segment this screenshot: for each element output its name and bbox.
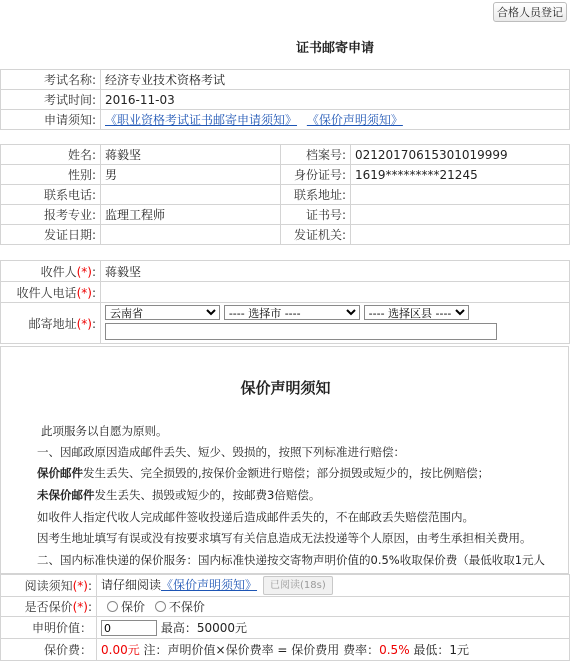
person-name-label: 姓名:	[1, 145, 101, 165]
mail-application-notice-link[interactable]: 《职业资格考试证书邮寄申请须知》	[105, 113, 298, 127]
major-label: 报考专业:	[1, 205, 101, 225]
apply-notice-label: 申请须知:	[1, 110, 101, 130]
notice-line-5: 如收件人指定代收人完成邮件签收投递后造成邮件丢失的，不在邮政丢失赔偿范围内。	[37, 510, 474, 524]
notice-line-4	[37, 487, 320, 503]
certificate-number-value	[351, 205, 570, 225]
certificate-number-label: 证书号:	[281, 205, 351, 225]
insurance-notice-link[interactable]: 《保价声明须知》	[306, 113, 403, 127]
insurance-notice-panel	[0, 346, 569, 574]
notice-insured-text: 发生丢失、完全损毁的,按保价金额进行赔偿；部分损毁或短少的，按比例赔偿；	[83, 466, 490, 480]
file-number-label: 档案号:	[281, 145, 351, 165]
address-detail-input[interactable]	[105, 323, 497, 340]
contact-address-value	[351, 185, 570, 205]
id-number-label: 身份证号:	[281, 165, 351, 185]
declared-value-max: 最高：50000元	[160, 620, 248, 635]
issue-date-label: 发证日期:	[1, 225, 101, 245]
required-mark: (*)	[72, 600, 88, 614]
label-colon: :	[87, 600, 92, 614]
already-read-button[interactable]: 已阅读(18s)	[263, 576, 333, 595]
required-mark: (*)	[76, 316, 92, 331]
declared-value-label: 申明价值：	[1, 617, 97, 639]
province-select[interactable]	[105, 305, 220, 320]
exam-time-value: 2016-11-03	[101, 90, 570, 110]
issuing-authority-label: 发证机关:	[281, 225, 351, 245]
notice-line-6: 因考生地址填写有误或没有按要求填写有关信息造成无法投递等个人原因，由考生承担相关费用。	[37, 531, 532, 545]
read-notice-label	[1, 575, 97, 597]
insurance-fee-value: 0.00元	[101, 643, 140, 657]
read-notice-cell	[97, 575, 570, 597]
recipient-phone-cell[interactable]	[101, 282, 570, 303]
recipient-name-value: 蒋毅坚	[101, 261, 570, 282]
declared-value-input[interactable]	[101, 620, 157, 636]
label-colon: :	[91, 285, 96, 300]
contact-phone-label: 联系电话:	[1, 185, 101, 205]
city-select[interactable]	[224, 305, 360, 320]
gender-value: 男	[101, 165, 281, 185]
mail-address-cell	[101, 303, 570, 344]
issue-date-value	[101, 225, 281, 245]
exam-name-label: 考试名称:	[1, 70, 101, 90]
insurance-fee-rate: 0.5%	[379, 643, 410, 657]
qualified-person-register-button[interactable]: 合格人员登记	[493, 2, 567, 22]
contact-phone-value	[101, 185, 281, 205]
mail-address-label	[1, 303, 101, 344]
recipient-table	[0, 260, 570, 344]
required-mark: (*)	[72, 579, 88, 593]
insure-choice-cell	[97, 597, 570, 617]
file-number-value: 02120170615301019999	[351, 145, 570, 165]
insurance-notice-title: 保价声明须知	[240, 379, 331, 397]
id-number-value: 1619*********21245	[351, 165, 570, 185]
page-title: 证书邮寄申请	[295, 41, 374, 56]
insure-yes-radio[interactable]	[107, 601, 118, 612]
insure-no-radio[interactable]	[155, 601, 166, 612]
read-insurance-notice-link[interactable]: 《保价声明须知》	[161, 578, 258, 592]
recipient-name-label	[1, 261, 101, 282]
insure-choice-label	[1, 597, 97, 617]
insurance-fee-note: 注：声明价值×保价费率 = 保价费用 费率：	[139, 643, 380, 657]
gender-label: 性别:	[1, 165, 101, 185]
required-mark: (*)	[76, 264, 92, 279]
read-notice-prefix: 请仔细阅读	[101, 578, 162, 592]
recipient-name-label-text: 收件人	[40, 264, 77, 279]
insurance-fee-minimum: 最低：1元	[409, 643, 470, 657]
district-select[interactable]	[364, 305, 469, 320]
mail-address-label-text: 邮寄地址	[28, 316, 77, 331]
exam-time-label: 考试时间:	[1, 90, 101, 110]
recipient-phone-label-text: 收件人电话	[16, 285, 77, 300]
declared-value-cell	[97, 617, 570, 639]
notice-line-1: 此项服务以自愿为原则。	[41, 424, 168, 438]
notice-line-7: 二、国内标准快递的保价服务：国内标准快递按交寄物声明价值的0.5%收取保价费（最低收取1元人	[37, 553, 546, 567]
major-value: 监理工程师	[101, 205, 281, 225]
exam-info-table	[0, 69, 570, 130]
notice-insured-bold: 保价邮件	[37, 466, 83, 480]
person-name-value: 蒋毅坚	[101, 145, 281, 165]
notice-uninsured-bold: 未保价邮件	[37, 488, 95, 502]
label-colon: :	[91, 316, 96, 331]
insurance-fee-cell	[97, 639, 570, 661]
insurance-form-table	[0, 574, 570, 661]
insurance-fee-label: 保价费：	[1, 639, 97, 661]
label-colon: :	[87, 579, 92, 593]
notice-line-2: 一、因邮政原因造成邮件丢失、短少、毁损的，按照下列标准进行赔偿：	[37, 445, 405, 459]
required-mark: (*)	[76, 285, 92, 300]
notice-line-3	[37, 465, 489, 481]
exam-name-value: 经济专业技术资格考试	[101, 70, 570, 90]
contact-address-label: 联系地址:	[281, 185, 351, 205]
recipient-phone-label	[1, 282, 101, 303]
issuing-authority-value	[351, 225, 570, 245]
insure-yes-label[interactable]: 保价	[121, 600, 146, 614]
person-info-table	[0, 144, 570, 245]
apply-notice-cell	[101, 110, 570, 130]
insure-no-label[interactable]: 不保价	[168, 600, 205, 614]
label-colon: :	[91, 264, 96, 279]
insure-choice-label-text: 是否保价	[24, 600, 73, 614]
notice-uninsured-text: 发生丢失、损毁或短少的，按邮费3倍赔偿。	[94, 488, 321, 502]
read-notice-label-text: 阅读须知	[24, 579, 73, 593]
